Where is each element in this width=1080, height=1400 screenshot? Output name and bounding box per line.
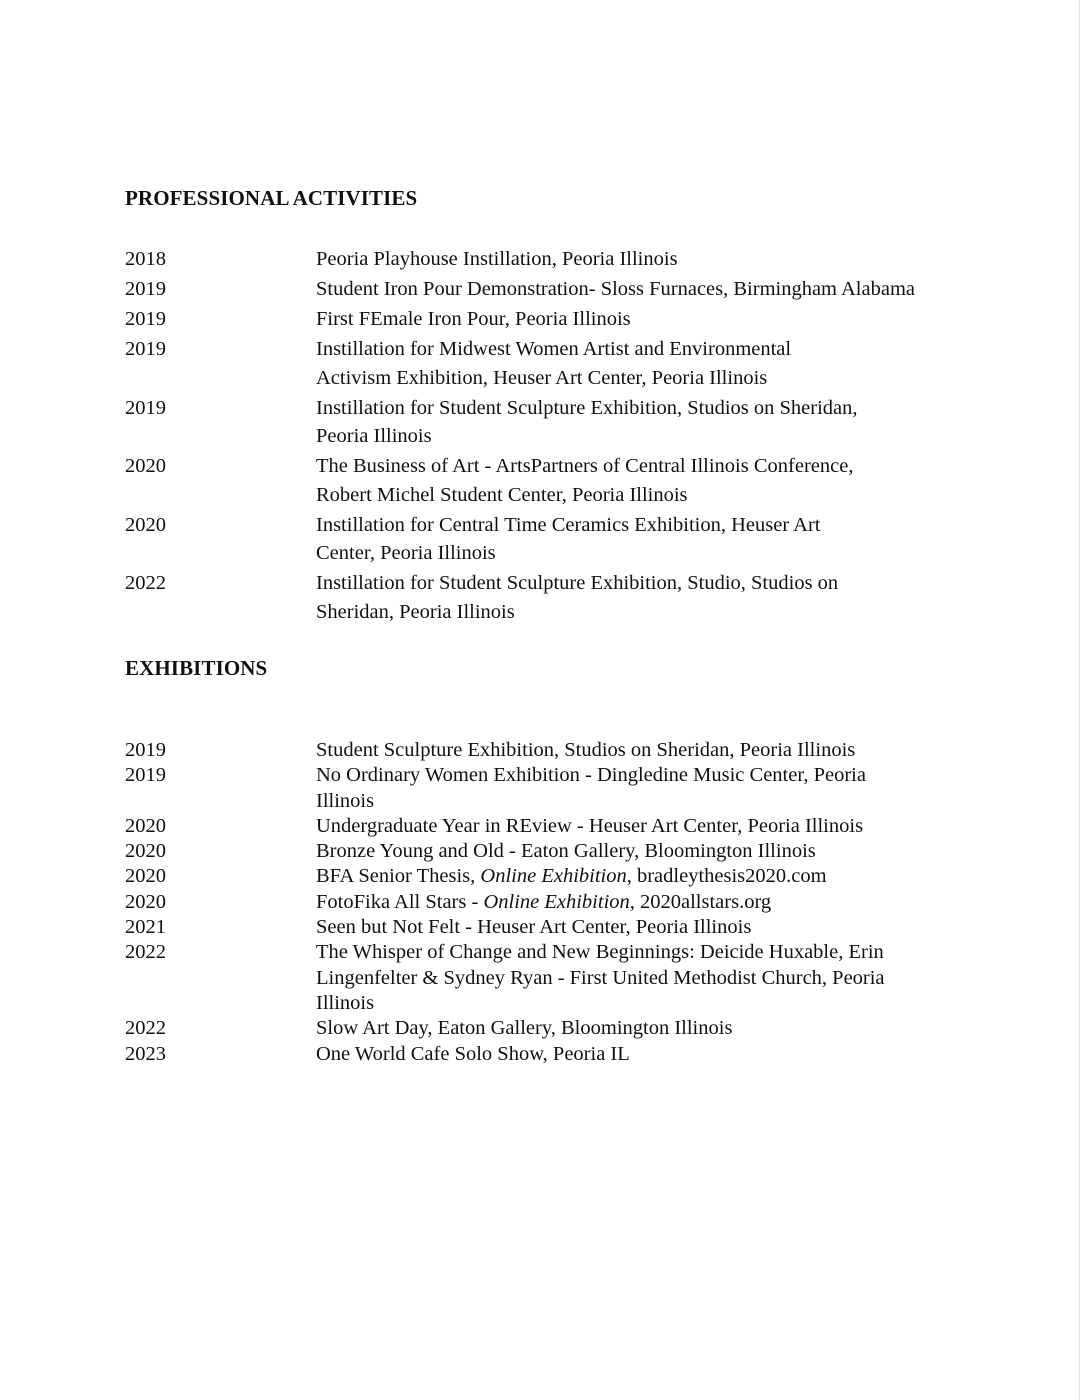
exhibitions-heading: EXHIBITIONS xyxy=(125,656,268,680)
entry-description xyxy=(316,890,955,915)
entry-year: 2020 xyxy=(125,513,166,536)
entry-description xyxy=(316,335,955,392)
entry-year: 2019 xyxy=(125,396,166,419)
entry-year: 2019 xyxy=(125,764,166,787)
entry-line: Robert Michel Student Center, Peoria Illinois xyxy=(316,483,688,506)
entry-line: The Business of Art - ArtsPartners of Central Illinois Conference, xyxy=(316,455,854,477)
entry-description: Undergraduate Year in REview - Heuser Art Center, Peoria Illinois xyxy=(316,814,864,837)
entry-year: 2020 xyxy=(125,455,166,477)
list-item xyxy=(125,275,955,304)
list-item xyxy=(125,394,955,451)
list-item xyxy=(125,890,955,915)
entry-year: 2021 xyxy=(125,916,166,939)
entry-year: 2022 xyxy=(125,572,166,594)
list-item xyxy=(125,1016,955,1041)
entry-description xyxy=(316,569,955,626)
entry-text: , 2020allstars.org xyxy=(629,890,772,913)
list-item xyxy=(125,245,955,274)
entry-description: One World Cafe Solo Show, Peoria IL xyxy=(316,1042,630,1065)
entry-line: Sheridan, Peoria Illinois xyxy=(316,600,515,623)
entry-year: 2019 xyxy=(125,278,166,300)
entry-description xyxy=(316,511,955,568)
entry-description xyxy=(316,394,955,451)
list-item xyxy=(125,569,955,626)
list-item xyxy=(125,915,955,940)
list-item xyxy=(125,839,955,864)
entry-year: 2020 xyxy=(125,890,166,913)
entry-line: Instillation for Student Sculpture Exhibition, Studios on Sheridan, xyxy=(316,396,858,419)
entry-description xyxy=(316,864,955,889)
entry-description xyxy=(316,452,955,509)
entry-description xyxy=(316,245,955,274)
entry-description: Bronze Young and Old - Eaton Gallery, Bloomington Illinois xyxy=(316,840,816,863)
entry-line: Illinois xyxy=(316,789,375,812)
entry-year: 2020 xyxy=(125,814,166,837)
entry-text: , bradleythesis2020.com xyxy=(626,865,827,888)
entry-line: Center, Peoria Illinois xyxy=(316,542,496,564)
entry-year: 2020 xyxy=(125,865,166,888)
list-item xyxy=(125,864,955,889)
entry-description: Student Sculpture Exhibition, Studios on Sheridan, Peoria Illinois xyxy=(316,739,856,761)
list-item xyxy=(125,763,955,814)
entry-line: The Whisper of Change and New Beginnings: Deicide Huxable, Erin xyxy=(316,941,884,964)
entry-line: Instillation for Central Time Ceramics Exhibition, Heuser Art xyxy=(316,513,821,536)
entry-line: No Ordinary Women Exhibition - Dingledine Music Center, Peoria xyxy=(316,764,866,787)
entry-year: 2022 xyxy=(125,941,166,964)
entry-description xyxy=(316,940,955,1016)
entry-line: Activism Exhibition, Heuser Art Center, Peoria Illinois xyxy=(316,366,768,389)
entry-line: Student Iron Pour Demonstration- Sloss Furnaces, Birmingham Alabama xyxy=(316,278,915,300)
list-item xyxy=(125,1042,955,1067)
entry-year: 2018 xyxy=(125,248,166,270)
entry-year: 2023 xyxy=(125,1042,166,1065)
professional-activities-list xyxy=(125,245,955,628)
entry-description xyxy=(316,275,955,304)
list-item xyxy=(125,305,955,334)
entry-description: Slow Art Day, Eaton Gallery, Bloomington Illinois xyxy=(316,1017,733,1040)
entry-year: 2020 xyxy=(125,840,166,863)
entry-text: BFA Senior Thesis, xyxy=(316,865,481,888)
list-item xyxy=(125,335,955,392)
entry-line: Instillation for Student Sculpture Exhibition, Studio, Studios on xyxy=(316,572,839,594)
entry-year: 2019 xyxy=(125,308,166,330)
entry-line: Peoria Illinois xyxy=(316,425,432,447)
entry-year: 2019 xyxy=(125,739,166,761)
list-item xyxy=(125,814,955,839)
entry-description xyxy=(316,763,955,814)
entry-line: Lingenfelter & Sydney Ryan - First United Methodist Church, Peoria xyxy=(316,966,885,989)
entry-description xyxy=(316,305,955,334)
exhibitions-list xyxy=(125,738,955,1067)
entry-line: Illinois xyxy=(316,991,375,1014)
entry-description: Seen but Not Felt - Heuser Art Center, Peoria Illinois xyxy=(316,916,752,939)
professional-activities-heading: PROFESSIONAL ACTIVITIES xyxy=(125,186,418,210)
entry-line: First FEmale Iron Pour, Peoria Illinois xyxy=(316,308,631,330)
entry-italic-text: Online Exhibition xyxy=(480,865,627,888)
list-item xyxy=(125,738,955,763)
list-item xyxy=(125,452,955,509)
entry-line: Instillation for Midwest Women Artist and Environmental xyxy=(316,338,792,360)
entry-year: 2019 xyxy=(125,338,166,360)
entry-italic-text: Online Exhibition xyxy=(483,890,630,913)
entry-year: 2022 xyxy=(125,1017,166,1040)
entry-line: Peoria Playhouse Instillation, Peoria Illinois xyxy=(316,248,678,270)
list-item xyxy=(125,511,955,568)
list-item xyxy=(125,940,955,1016)
entry-text: FotoFika All Stars - xyxy=(316,890,484,913)
